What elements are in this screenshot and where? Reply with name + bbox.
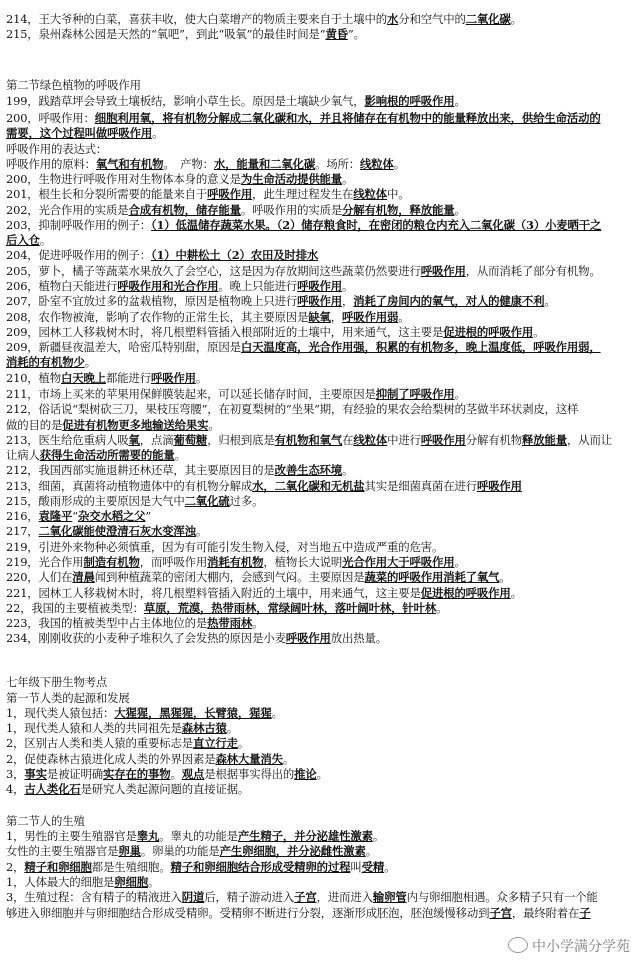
text-span: 207，卧室不宜放过多的盆栽植物，原因是植物晚上只进行 bbox=[6, 294, 298, 308]
text-span: 第二节人的生殖 bbox=[6, 814, 85, 828]
key-term: 消耗的有机物少 bbox=[6, 355, 85, 369]
text-line bbox=[6, 601, 636, 616]
text-line bbox=[6, 126, 636, 141]
text-span: 其实是细菌真菌在进行 bbox=[364, 479, 477, 493]
text-span: 。 bbox=[226, 721, 238, 735]
text-span: 。 bbox=[365, 844, 377, 858]
text-line bbox=[6, 355, 636, 370]
text-span: 209，新疆昼夜温差大，哈密瓜特别甜，原因是 bbox=[6, 340, 241, 354]
text-span: 。 bbox=[393, 157, 406, 171]
text-span: 。 bbox=[271, 706, 283, 720]
text-line bbox=[6, 767, 636, 782]
text-line bbox=[6, 829, 636, 844]
text-line bbox=[6, 494, 636, 509]
text-span: 。场所： bbox=[315, 157, 361, 171]
text-span: 中。 bbox=[387, 187, 410, 201]
text-span: 1，男性的主要生殖器官是 bbox=[6, 829, 137, 843]
key-term: （1）中耕松土（2）农田及时排水 bbox=[150, 248, 319, 262]
text-line bbox=[6, 387, 636, 402]
text-span: 是根据事实得出的 bbox=[204, 767, 295, 781]
key-term: 子宫 bbox=[489, 906, 512, 920]
key-term: 二氧化碳能使澄清石灰水变浑浊 bbox=[38, 524, 196, 538]
key-term: 需要，这个过程叫做呼吸作用 bbox=[6, 126, 153, 140]
text-span: ，最终附着在 bbox=[511, 906, 580, 920]
key-term: 消耗了房间内的氧气，对人的健康不利 bbox=[353, 294, 545, 308]
text-span: 分解有机物 bbox=[465, 433, 522, 447]
key-term: 获得生命活动所需要的能量 bbox=[39, 448, 175, 462]
text-span: 213，医生给危重病人吸 bbox=[6, 433, 129, 447]
text-span: 。 bbox=[195, 371, 208, 385]
text-line bbox=[6, 524, 636, 539]
key-term: 后入仓 bbox=[6, 233, 40, 247]
text-span: 。 bbox=[510, 586, 522, 600]
key-term: 水，能量和二氧化碳 bbox=[213, 157, 316, 171]
key-term: 呼吸作用 bbox=[297, 279, 343, 293]
text-span: ，从而消耗了部分有机物。 bbox=[465, 264, 601, 278]
key-term: 消耗有机物 bbox=[207, 555, 264, 569]
text-line bbox=[6, 844, 636, 859]
text-span: 217， bbox=[6, 524, 39, 538]
key-term: 合成有机物，储存能量 bbox=[128, 203, 241, 217]
key-term: 二氧化碳 bbox=[465, 12, 511, 26]
text-span: 212，我国西部实施退耕还林还草，其主要原因目的是 bbox=[6, 463, 275, 477]
text-span: 1，现代类人猿和人类的共同祖先是 bbox=[6, 721, 182, 735]
text-line bbox=[6, 310, 636, 325]
key-term: 子 bbox=[579, 906, 591, 920]
text-span: 够进入卵细胞并与卵细胞结合形成受精卵。受精卵不断进行分裂，逐渐形成胚泡，胚泡缓慢移动到 bbox=[6, 906, 490, 920]
text-span: 。 bbox=[398, 310, 410, 324]
text-line bbox=[6, 721, 636, 736]
text-span: ， bbox=[330, 310, 343, 324]
text-span: 220，人们在 bbox=[6, 570, 73, 584]
watermark bbox=[508, 936, 630, 956]
key-term: 古人类化石 bbox=[24, 782, 81, 796]
text-line bbox=[6, 27, 636, 42]
text-span: 208，农作物被淹，影响了农作物的正常生长，其主要原因是 bbox=[6, 310, 309, 324]
key-term: 推论 bbox=[294, 767, 317, 781]
text-line bbox=[6, 540, 636, 555]
text-span: 。 bbox=[148, 875, 160, 889]
text-span: 。 bbox=[152, 126, 164, 140]
key-term: 受精 bbox=[361, 860, 385, 874]
text-span: 后，精子游动进入 bbox=[204, 890, 295, 904]
text-span: 闻到种植蔬菜的密闭大棚内，会感到气闷。主要原因是 bbox=[94, 570, 365, 584]
key-term: 阴道 bbox=[181, 890, 205, 904]
text-line bbox=[6, 675, 636, 690]
key-term: 白天晚上 bbox=[61, 371, 106, 385]
text-span: 在 bbox=[342, 433, 354, 447]
key-term: 促进根的呼吸作用 bbox=[443, 325, 534, 339]
text-line bbox=[6, 203, 636, 218]
key-term: 影响根的呼吸作用 bbox=[364, 94, 455, 108]
text-span: 200，呼吸作用： bbox=[6, 111, 95, 125]
text-span: 。 产物： bbox=[163, 157, 214, 171]
text-line bbox=[6, 814, 636, 829]
key-term: 呼吸作用 bbox=[476, 479, 522, 493]
text-span: 。 bbox=[342, 463, 354, 477]
key-term: 细胞利用氧，将有机物分解成二氧化碳和水，并且将储存在有机物中的能量释放出来，供给生命活动的 bbox=[94, 111, 601, 125]
text-span: 。 bbox=[282, 752, 295, 766]
text-span: 。 bbox=[454, 387, 466, 401]
key-term: 呼吸作用 bbox=[150, 371, 196, 385]
key-term: 事实 bbox=[24, 767, 47, 781]
text-span: 。 bbox=[384, 860, 396, 874]
key-term: 观点 bbox=[181, 767, 205, 781]
text-line bbox=[6, 94, 636, 109]
key-term: 为生命活动提供能量 bbox=[240, 172, 343, 186]
text-line bbox=[6, 479, 636, 494]
text-span: 女性的主要生殖器官是 bbox=[6, 844, 119, 858]
text-line bbox=[6, 325, 636, 340]
key-term: 促进根的呼吸作用 bbox=[420, 586, 511, 600]
text-span: 。呼吸作用的实质是 bbox=[240, 203, 343, 217]
text-span: 。 bbox=[342, 172, 354, 186]
text-span: ， bbox=[342, 294, 354, 308]
text-span: 。 bbox=[454, 94, 466, 108]
key-term: 产生卵细胞，并分泌雌性激素 bbox=[219, 844, 366, 858]
text-span: ，从而让 bbox=[566, 433, 612, 447]
key-term: 改善生态环境 bbox=[274, 463, 343, 477]
key-term: 白天温度高，光合作用强，积累的有机物多，晚上温度低，呼吸作用弱， bbox=[240, 340, 601, 354]
text-span: 。 bbox=[208, 418, 220, 432]
text-span: 都能进行 bbox=[105, 371, 151, 385]
text-line bbox=[6, 706, 636, 721]
text-span: 放出热量。 bbox=[330, 631, 388, 645]
key-term: 呼吸作用 bbox=[420, 433, 466, 447]
key-term: 呼吸作用 bbox=[420, 264, 466, 278]
text-span: 4， bbox=[6, 782, 25, 796]
text-span: 。 bbox=[436, 601, 448, 615]
text-span: 七年级下册生物考点 bbox=[6, 675, 108, 689]
text-span: ” bbox=[145, 509, 152, 523]
text-line bbox=[6, 233, 636, 248]
key-term: 草原，荒漠，热带雨林，常绿阔叶林，落叶阔叶林，针叶林 bbox=[143, 601, 437, 615]
text-span: 206，植物白天能进行 bbox=[6, 279, 118, 293]
text-line bbox=[6, 875, 636, 890]
key-term: 呼吸作用 bbox=[297, 294, 343, 308]
text-span: 。晚上只能进行 bbox=[218, 279, 298, 293]
key-term: 产生精子，并分泌雄性激素 bbox=[237, 829, 373, 843]
key-term: 葡萄糖 bbox=[173, 433, 208, 447]
text-line bbox=[6, 586, 636, 601]
text-span: 。 bbox=[510, 12, 522, 26]
text-line bbox=[6, 142, 636, 157]
text-span: 199，践踏草坪会导致土壤板结，影响小草生长。原因是土壤缺少氧气， bbox=[6, 94, 365, 108]
text-span: ，而呼吸作用 bbox=[139, 555, 208, 569]
text-line bbox=[6, 736, 636, 751]
text-span: 。 bbox=[170, 767, 182, 781]
text-line bbox=[6, 890, 636, 905]
text-span: 219，引进外来物种必须慎重，因为有可能引发生物入侵，对当地五中造成严重的危害。 bbox=[6, 540, 444, 554]
text-span: 。 bbox=[533, 325, 545, 339]
text-span: 221，园林工人移栽树木时，将几根塑料管插入附近的土壤中，用来通气，这主要是 bbox=[6, 586, 421, 600]
key-term: 缺氧 bbox=[308, 310, 331, 324]
text-line bbox=[6, 860, 636, 875]
key-term: 呼吸作用 bbox=[207, 187, 253, 201]
text-span: 第二节绿色植物的呼吸作用 bbox=[6, 78, 141, 92]
text-line bbox=[6, 782, 636, 797]
text-line bbox=[6, 371, 636, 386]
text-span: 。 bbox=[195, 524, 208, 538]
key-term: 子宫 bbox=[294, 890, 317, 904]
key-term: 清晨 bbox=[72, 570, 95, 584]
text-line bbox=[6, 631, 636, 646]
text-span: 215，泉州森林公园是天然的“氧吧”，到此“吸氧”的最佳时间是“ bbox=[6, 27, 326, 41]
key-term: 氧气和有机物 bbox=[95, 157, 164, 171]
text-line bbox=[6, 187, 636, 202]
key-term: 森林古猿 bbox=[181, 721, 227, 735]
wechat-icon bbox=[508, 937, 528, 953]
text-span: 内与卵细胞相遇。众多精子只有一个能 bbox=[406, 890, 598, 904]
key-term: 水 bbox=[387, 12, 399, 26]
key-term: 氧 bbox=[128, 433, 140, 447]
key-term: 分解有机物，释放能量 bbox=[342, 203, 455, 217]
text-span: 。 bbox=[84, 355, 96, 369]
key-term: 制造有机物 bbox=[83, 555, 140, 569]
text-span: 第一节人类的起源和发展 bbox=[6, 691, 130, 705]
text-span: ”。 bbox=[347, 27, 365, 41]
key-term: 释放能量 bbox=[522, 433, 567, 447]
text-span: 219，光合作用 bbox=[6, 555, 84, 569]
text-span: 。 bbox=[454, 203, 466, 217]
text-span: 。卵巢的功能是 bbox=[140, 844, 220, 858]
text-span: 呼吸作用的表达式： bbox=[6, 142, 108, 156]
text-span: 213，细菌，真菌将动植物遗体中的有机物分解成 bbox=[6, 479, 253, 493]
key-term: 热带雨林 bbox=[207, 616, 253, 630]
text-span: 都是生殖细胞。 bbox=[91, 860, 171, 874]
text-span: ，归根到底是 bbox=[207, 433, 275, 447]
text-span: 中进行 bbox=[387, 433, 421, 447]
text-line bbox=[6, 294, 636, 309]
text-span: 1，现代类人猿包括： bbox=[6, 706, 115, 720]
text-line bbox=[6, 172, 636, 187]
text-span: 215，酸雨形成的主要原因是大气中 bbox=[6, 494, 185, 508]
text-line bbox=[6, 340, 636, 355]
text-span: 2， bbox=[6, 860, 25, 874]
text-span: 做的目的是 bbox=[6, 418, 63, 432]
key-term: 袁隆平 bbox=[38, 509, 73, 523]
text-span: 200，生物进行呼吸作用对生物体本身的意义是 bbox=[6, 172, 241, 186]
text-span: 。 bbox=[372, 829, 385, 843]
text-line bbox=[6, 218, 636, 233]
text-span: 。 bbox=[237, 736, 250, 750]
text-span: ，点滴 bbox=[139, 433, 174, 447]
text-span: 过多。 bbox=[229, 494, 264, 508]
text-span: 。睾丸的功能是 bbox=[159, 829, 238, 843]
key-term: （1）低温储存蔬菜水果。（2）储存粮食时，在密闭的粮仓内充入二氧化碳（3）小麦晒干之 bbox=[150, 218, 602, 232]
text-span: 209，园林工人移栽树木时，将几根塑料管插入根部附近的土壤中，用来通气，这主要是 bbox=[6, 325, 444, 339]
text-span: 211，市场上买来的苹果用保鲜膜装起来，可以延长储存时间，主要原因是 bbox=[6, 387, 376, 401]
text-line bbox=[6, 157, 636, 172]
text-span: 216， bbox=[6, 509, 39, 523]
text-span: ，此生理过程发生在 bbox=[252, 187, 354, 201]
text-span: 205，萝卜，橘子等蔬菜水果放久了会空心，这是因为存放期间这些蔬菜仍然要进行 bbox=[6, 264, 421, 278]
text-line bbox=[6, 509, 636, 524]
text-line bbox=[6, 463, 636, 478]
text-span: 201，根生长和分裂所需要的能量来自于 bbox=[6, 187, 208, 201]
text-span: 203，抑制呼吸作用的例子： bbox=[6, 218, 151, 232]
key-term: 杂交水稻之父 bbox=[77, 509, 146, 523]
key-term: 输卵管 bbox=[372, 890, 407, 904]
text-span: 呼吸作用的原料： bbox=[6, 157, 96, 171]
key-term: 线粒体 bbox=[353, 433, 388, 447]
text-span: 2，区别古人类和类人猿的重要标志是 bbox=[6, 736, 193, 750]
text-span: ，植物长大说明 bbox=[263, 555, 343, 569]
text-line bbox=[6, 418, 636, 433]
key-term: 睾丸 bbox=[136, 829, 160, 843]
text-span: 204，促进呼吸作用的例子： bbox=[6, 248, 151, 262]
text-span: 。 bbox=[39, 233, 51, 247]
key-term: 卵巢 bbox=[118, 844, 141, 858]
text-span: 212，俗话说“梨树砍三刀，果枝压弯腰”，在初夏梨树的“坐果”期，有经验的果农会给梨树的茎做半环状剥皮，这样 bbox=[6, 402, 579, 416]
text-span: 1，人体最大的细胞是 bbox=[6, 875, 115, 889]
text-span: 202，光合作用的实质是 bbox=[6, 203, 129, 217]
key-term: 实存在的事物 bbox=[103, 767, 171, 781]
key-term: 大猩猩，黑猩猩，长臂猿，猩猩 bbox=[114, 706, 272, 720]
key-term: 森林大量消失 bbox=[215, 752, 283, 766]
key-term: 水，二氧化碳和无机盐 bbox=[252, 479, 365, 493]
text-line bbox=[6, 906, 636, 921]
key-term: 精子和卵细胞结合形成受精卵的过程 bbox=[170, 860, 351, 874]
key-term: 呼吸作用弱 bbox=[342, 310, 399, 324]
text-line bbox=[6, 616, 636, 631]
text-span: 214，王大爷种的白菜，喜获丰收，使大白菜增产的物质主要来自于土壤中的 bbox=[6, 12, 387, 26]
text-span: 分和空气中的 bbox=[398, 12, 466, 26]
text-span: 。 bbox=[499, 570, 511, 584]
text-span: 234，刚刚收获的小麦种子堆积久了会发热的原因是小麦 bbox=[6, 631, 286, 645]
text-span: 22，我国的主要植被类型： bbox=[6, 601, 144, 615]
text-span: “ bbox=[72, 509, 78, 523]
text-span: 是研究人类起源问题的直接证据。 bbox=[80, 782, 250, 796]
text-span: 。 bbox=[252, 616, 264, 630]
key-term: 线粒体 bbox=[353, 187, 388, 201]
text-span: 3， bbox=[6, 767, 25, 781]
text-line bbox=[6, 264, 636, 279]
key-term: 抑制了呼吸作用 bbox=[375, 387, 455, 401]
text-span: 2，促使森林古猿进化成人类的外界因素是 bbox=[6, 752, 216, 766]
text-line bbox=[6, 448, 636, 463]
key-term: 直立行走 bbox=[192, 736, 238, 750]
text-span: 。 bbox=[316, 767, 328, 781]
text-line bbox=[6, 555, 636, 570]
text-span: 让病人 bbox=[6, 448, 40, 462]
key-term: 促进有机物更多地输送给果实 bbox=[62, 418, 209, 432]
key-term: 光合作用大于呼吸作用 bbox=[342, 555, 455, 569]
key-term: 呼吸作用 bbox=[285, 631, 331, 645]
text-line bbox=[6, 111, 636, 126]
text-line bbox=[6, 752, 636, 767]
text-span: 3，生殖过程：含有精子的精液进入 bbox=[6, 890, 182, 904]
key-term: 精子和卵细胞 bbox=[24, 860, 92, 874]
text-line bbox=[6, 12, 636, 27]
text-line bbox=[6, 248, 636, 263]
text-span: 是被证明确 bbox=[46, 767, 104, 781]
text-span: 叫 bbox=[350, 860, 362, 874]
text-line bbox=[6, 402, 636, 417]
key-term: 卵细胞 bbox=[114, 875, 148, 889]
text-span: 223，我国的植被类型中占主体地位的是 bbox=[6, 616, 208, 630]
key-term: 蔬菜的呼吸作用消耗了氧气 bbox=[364, 570, 500, 584]
text-span: 210，植物 bbox=[6, 371, 62, 385]
key-term: 线粒体 bbox=[360, 157, 394, 171]
text-line bbox=[6, 78, 636, 93]
text-line bbox=[6, 279, 636, 294]
text-line bbox=[6, 691, 636, 706]
text-line bbox=[6, 570, 636, 585]
text-span: 。 bbox=[342, 279, 354, 293]
key-term: 二氧化硫 bbox=[184, 494, 230, 508]
text-span: ，进而进入 bbox=[316, 890, 373, 904]
text-span: 。 bbox=[174, 448, 186, 462]
text-span: 。 bbox=[544, 294, 556, 308]
key-term: 有机物和氧气 bbox=[274, 433, 343, 447]
key-term: 黄昏 bbox=[325, 27, 348, 41]
text-span: 。 bbox=[454, 555, 466, 569]
key-term: 呼吸作用和光合作用 bbox=[117, 279, 219, 293]
watermark-text: 中小学满分学苑 bbox=[532, 939, 630, 955]
text-line bbox=[6, 433, 636, 448]
